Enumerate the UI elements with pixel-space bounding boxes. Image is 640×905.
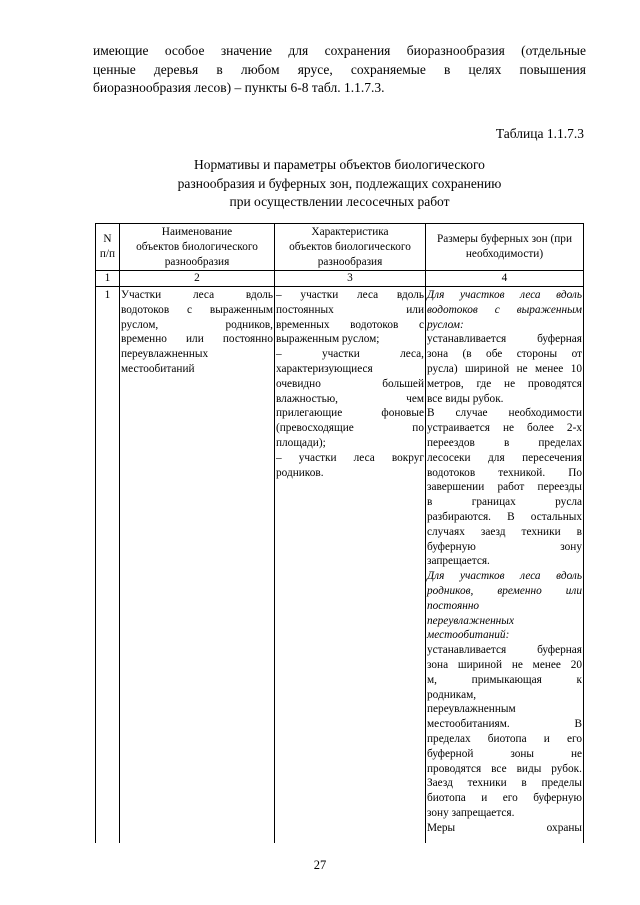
- col-number: 4: [501, 272, 508, 284]
- table-numbers-divider: [95, 286, 584, 287]
- row-number: 1: [104, 289, 111, 301]
- intro-paragraph: [93, 42, 586, 98]
- table-title-line: при осуществлении лесосечных работ: [229, 194, 450, 209]
- col-number: 1: [104, 272, 111, 284]
- table-title: [93, 156, 586, 212]
- col-number: 2: [194, 272, 200, 284]
- intro-line: биоразнообразия лесов) – пункты 6-8 табл. 1.1.7.3.: [93, 80, 385, 95]
- table-col-divider: [274, 223, 275, 843]
- intro-line: имеющие особое значение для сохранения биоразнообразия (отдельные: [93, 43, 586, 58]
- row-buffer-cell: Для участков леса вдоль водотоков с выраженным руслом: устанавливается буферная зона (в обе стороны от русла) шириной не менее 10 метров, где не проводятся все виды рубок. В случае необходимости устраивается не более 2-х переездов в пределах лесосеки для пересечения водотоков техникой. По завершении работ переезды в границах русла разбираются. В остальных случаях заезд техники в буферную зону запрещается. Для участков леса вдоль родников, временно или постоянно переувлажненных местообитаний: устанавливается буферная зона шириной не менее 20 м, примыкающая к родникам, переувлажненным местообитаниям. В пределах биотопа и его буферной зоны не проводятся все виды рубок. Заезд техники в пределы биотопа и его буферную зону запрещается. Меры охраны: [427, 289, 582, 834]
- table-title-line: Нормативы и параметры объектов биологического: [194, 157, 485, 172]
- table-title-line: разнообразия и буферных зон, подлежащих сохранению: [177, 175, 502, 191]
- intro-line: ценные деревья в любом ярусе, сохраняемые в целях повышения: [93, 61, 586, 77]
- header-number: N п/п: [99, 233, 116, 260]
- col-number: 3: [347, 272, 353, 284]
- table-border-top: [95, 223, 584, 224]
- table-border-right: [583, 223, 584, 843]
- table-col-divider: [119, 223, 120, 843]
- row-name-cell: Участки леса вдоль водотоков с выраженным руслом, родников, временно или постоянно переувлажненных местообитаний: [121, 289, 273, 375]
- header-name: Наименование объектов биологического разнообразия: [136, 226, 258, 268]
- table-border-left: [95, 223, 96, 843]
- row-characteristic-cell: – участки леса вдоль постоянных или временных водотоков с выраженным руслом; – участки леса, характеризующиеся очевидно большей влажностью, чем прилегающие фоновые (превосходящие по площади); – участки леса вокруг родников.: [276, 289, 424, 479]
- header-characteristic: Характеристика объектов биологического разнообразия: [289, 226, 411, 268]
- table-label: Таблица 1.1.7.3: [495, 126, 584, 141]
- table-col-divider: [425, 223, 426, 843]
- page-number: 27: [313, 858, 327, 872]
- header-buffer-zones: Размеры буферных зон (при необходимости): [436, 233, 573, 260]
